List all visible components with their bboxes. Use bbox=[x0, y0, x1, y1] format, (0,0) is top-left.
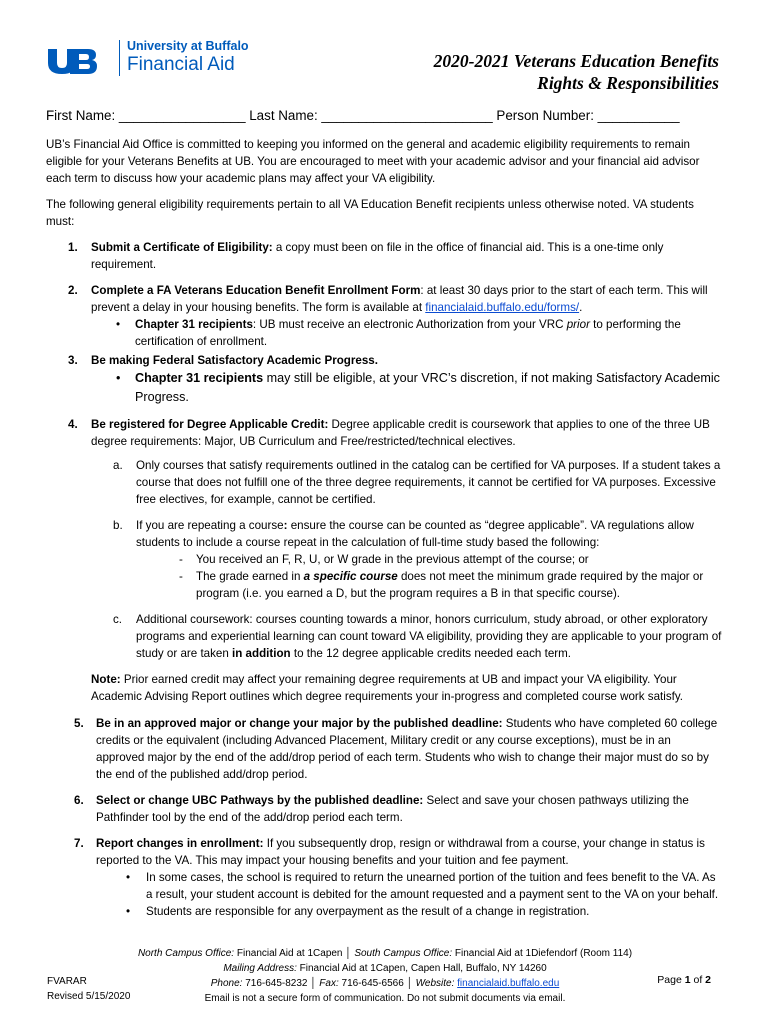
ub-financial-aid-logo bbox=[46, 38, 249, 80]
title-line-2: Rights & Responsibilities bbox=[537, 73, 719, 93]
south-campus-text: Financial Aid at 1Diefendorf (Room 114) bbox=[452, 948, 633, 959]
title-line-1: 2020-2021 Veterans Education Benefits bbox=[433, 51, 719, 71]
requirement-2 bbox=[46, 282, 722, 350]
bullet-glyph: • bbox=[126, 905, 131, 918]
requirement-1 bbox=[46, 239, 722, 273]
punctuation: . bbox=[579, 301, 583, 314]
bullet-text: : UB must receive an electronic Authorization from your VRC bbox=[252, 318, 567, 331]
requirement-3 bbox=[46, 352, 722, 407]
bullet-glyph: • bbox=[116, 371, 121, 385]
revision-date: Revised 5/15/2020 bbox=[47, 991, 131, 1002]
requirement-7 bbox=[46, 835, 722, 920]
item-number: 5. bbox=[74, 717, 84, 730]
dash-glyph: - bbox=[179, 553, 183, 566]
total-pages: 2 bbox=[705, 974, 711, 986]
logo-university-name: University at Buffalo bbox=[127, 39, 249, 53]
mailing-label: Mailing Address: bbox=[223, 963, 297, 974]
requirement-text: Degree applicable credit is coursework that applies to one of the three UB degree requirements: Major, UB Curriculum and Free/restricted/technical electives. bbox=[91, 418, 710, 448]
condition-text: You received an F, R, U, or W grade in the previous attempt of the course; or bbox=[196, 553, 589, 566]
chapter31-bullet bbox=[91, 316, 722, 350]
requirement-text: : at least 30 days prior to the start of each term. This will prevent a delay in your housing benefits. The form is available at bbox=[91, 284, 708, 314]
bullet-text: Students are responsible for any overpayment as the result of a change in registration. bbox=[146, 905, 590, 918]
document-body bbox=[46, 107, 722, 929]
requirement-heading: Be making Federal Satisfactory Academic Progress. bbox=[91, 354, 378, 367]
item-number: 4. bbox=[68, 418, 78, 431]
requirement-5 bbox=[46, 715, 722, 783]
sub-item-b bbox=[46, 517, 722, 602]
condition-text: The grade earned in bbox=[196, 570, 304, 583]
ub-monogram-icon bbox=[46, 47, 98, 75]
document-title bbox=[434, 50, 719, 94]
credit-note bbox=[46, 671, 722, 705]
south-campus-label: South Campus Office: bbox=[354, 948, 453, 959]
requirement-heading: Report changes in enrollment: bbox=[96, 837, 264, 850]
repeat-condition-1 bbox=[136, 551, 722, 568]
north-campus-label: North Campus Office: bbox=[137, 948, 235, 959]
bullet-emphasis: prior bbox=[566, 318, 590, 331]
page-of: of bbox=[690, 974, 706, 986]
forms-link[interactable]: financialaid.buffalo.edu/forms/ bbox=[425, 301, 580, 314]
condition-text-end: does not meet the minimum grade required by the major or program (i.e. you earned a D, but the program requires a B in that specific course). bbox=[196, 570, 704, 600]
sub-item-text: Additional coursework: courses counting towards a minor, honors curriculum, study abroad, or other exploratory programs and experiential learning can count toward VA eligibility, providing they are applicable to your program of study or are taken bbox=[136, 613, 722, 660]
item-number: 3. bbox=[68, 354, 78, 367]
form-identifier bbox=[47, 974, 130, 1004]
chapter31-bullet bbox=[91, 369, 722, 407]
current-page: 1 bbox=[684, 974, 691, 986]
bullet-text: In some cases, the school is required to return the unearned portion of the tuition and fees benefit to the VA. As a result, your student account is debited for the amount requested and a payment sent to the VA on your behalf. bbox=[146, 871, 719, 901]
condition-emphasis: a specific course bbox=[303, 570, 398, 583]
sub-item-text-cont: ensure the course can be counted as “degree applicable”. VA regulations allow students to include a course repeat in the calculation of full-time study based the following: bbox=[136, 519, 694, 549]
sub-item-letter: b. bbox=[113, 519, 123, 532]
enrollment-bullet-1 bbox=[96, 869, 722, 903]
student-info-fields[interactable]: First Name: _________________ Last Name: _______________________ Person Number: ___________ bbox=[46, 108, 680, 123]
bullet-glyph: • bbox=[126, 871, 131, 884]
website-link[interactable]: financialaid.buffalo.edu bbox=[457, 978, 560, 989]
mailing-text: Financial Aid at 1Capen, Capen Hall, Buffalo, NY 14260 bbox=[296, 963, 547, 974]
enrollment-bullet-2 bbox=[96, 903, 722, 920]
logo-divider bbox=[119, 40, 120, 76]
fax-label: Fax: bbox=[319, 978, 339, 989]
requirement-text: Students who have completed 60 college credits or the equivalent (including Advanced Placement, Military credit or any course exceptions), must be in an approved major by the end of the add/drop period of each term. Students who wish to change their major must do so by the end of the published add/drop period. bbox=[96, 717, 718, 781]
dash-glyph: - bbox=[179, 570, 183, 583]
logo-department-name: Financial Aid bbox=[127, 54, 235, 75]
note-text: Prior earned credit may affect your remaining degree requirements at UB and impact your VA eligibility. Your Academic Advising Report outlines which degree requirements your in-progress and completed course work satisfy. bbox=[91, 673, 683, 703]
sub-item-letter: a. bbox=[113, 459, 123, 472]
requirement-text: Select and save your chosen pathways utilizing the Pathfinder tool by the end of the add/drop period each term. bbox=[96, 794, 689, 824]
bullet-text-end: to performing the certification of enrollment. bbox=[135, 318, 681, 348]
item-number: 7. bbox=[74, 837, 84, 850]
sub-item-c bbox=[46, 611, 722, 662]
requirement-heading: Select or change UBC Pathways by the published deadline: bbox=[96, 794, 424, 807]
item-number: 2. bbox=[68, 284, 78, 297]
sub-item-emphasis: in addition bbox=[232, 647, 291, 660]
requirement-6 bbox=[46, 792, 722, 826]
sub-item-letter: c. bbox=[113, 613, 123, 626]
sub-item-colon: : bbox=[283, 519, 288, 532]
requirement-text: If you subsequently drop, resign or withdrawal from a course, your change in status is reported to the VA. This may impact your housing benefits and your tuition and fee payment. bbox=[96, 837, 705, 867]
requirements-intro: The following general eligibility requirements pertain to all VA Education Benefit recipients unless otherwise noted. VA students must: bbox=[46, 198, 694, 228]
sub-item-text-end: to the 12 degree applicable credits needed each term. bbox=[290, 647, 572, 660]
bullet-text: may still be eligible, at your VRC’s discretion, if not making Satisfactory Academic Progress. bbox=[135, 371, 720, 404]
page-label: Page bbox=[657, 974, 685, 986]
sub-item-text: If you are repeating a course bbox=[136, 519, 284, 532]
item-number: 6. bbox=[74, 794, 84, 807]
separator: │ bbox=[310, 978, 317, 989]
email-security-note: Email is not a secure form of communication. Do not submit documents via email. bbox=[204, 993, 566, 1004]
page-number bbox=[657, 974, 711, 986]
phone-label: Phone: bbox=[210, 978, 243, 989]
requirement-text: a copy must been on file in the office of financial aid. This is a one-time only requirement. bbox=[91, 241, 664, 271]
bullet-heading: Chapter 31 recipients bbox=[135, 318, 253, 331]
requirement-heading: Be in an approved major or change your major by the published deadline: bbox=[96, 717, 503, 730]
note-label: Note: bbox=[91, 673, 121, 686]
form-code: FVARAR bbox=[47, 976, 87, 987]
repeat-condition-2 bbox=[136, 568, 722, 602]
fax-number: 716-645-6566 bbox=[338, 978, 404, 989]
requirement-heading: Submit a Certificate of Eligibility: bbox=[91, 241, 273, 254]
sub-item-a bbox=[46, 457, 722, 508]
separator: │ bbox=[345, 948, 352, 959]
requirement-heading: Complete a FA Veterans Education Benefit Enrollment Form bbox=[91, 284, 421, 297]
bullet-heading: Chapter 31 recipients bbox=[135, 371, 264, 385]
separator: │ bbox=[406, 978, 413, 989]
phone-number: 716-645-8232 bbox=[242, 978, 308, 989]
item-number: 1. bbox=[68, 241, 78, 254]
sub-item-text: Only courses that satisfy requirements outlined in the catalog can be certified for VA purposes. If a student takes a course that does not fulfill one of the three degree requirements, it cannot be certified for VA purposes. Excessive free electives, for example, cannot be certified. bbox=[136, 459, 721, 506]
bullet-glyph: • bbox=[116, 318, 121, 331]
north-campus-text: Financial Aid at 1Capen bbox=[234, 948, 343, 959]
office-locations bbox=[0, 946, 770, 961]
requirement-4 bbox=[46, 416, 722, 450]
requirement-heading: Be registered for Degree Applicable Credit: bbox=[91, 418, 329, 431]
website-label: Website: bbox=[415, 978, 455, 989]
intro-paragraph: UB’s Financial Aid Office is committed to keeping you informed on the general and academic eligibility requirements to remain eligible for your Veterans Benefits at UB. You are encouraged to meet with your academic advisor and your financial aid advisor each term to discuss how your academic plans may affect your VA eligibility. bbox=[46, 138, 700, 185]
